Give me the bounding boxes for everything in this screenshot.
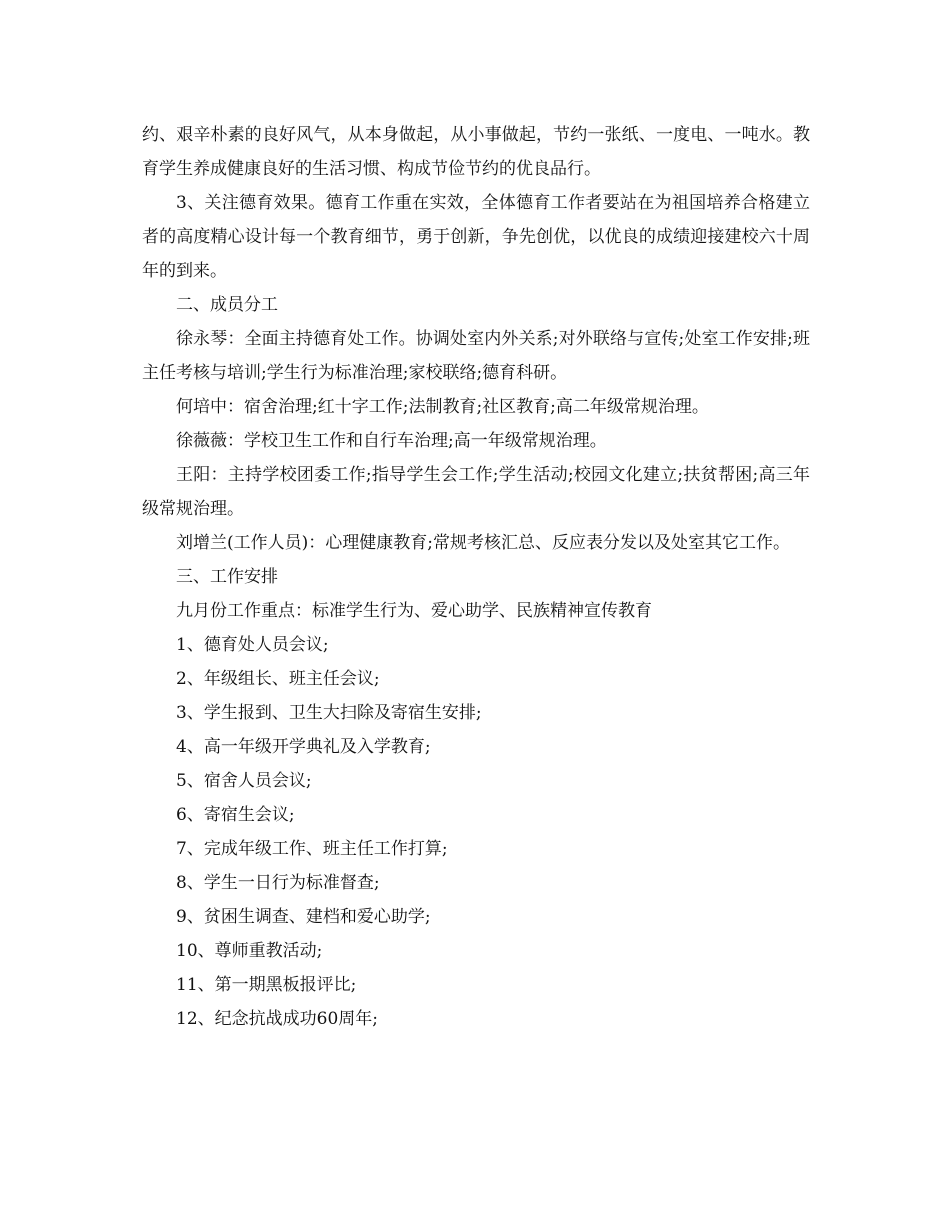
list-item: 7、完成年级工作、班主任工作打算; (176, 839, 448, 859)
section-heading-member-roles: 二、成员分工 (176, 295, 278, 315)
list-item: 5、宿舍人员会议; (176, 771, 312, 791)
role-wang-yang: 王阳：主持学校团委工作;指导学生会工作;学生活动;校园文化建立;扶贫帮困;高三年级常规治理。 (142, 465, 810, 519)
list-item: 11、第一期黑板报评比; (176, 975, 357, 995)
role-xu-weiwei: 徐薇薇：学校卫生工作和自行车治理;高一年级常规治理。 (176, 431, 607, 451)
list-item: 6、寄宿生会议; (176, 805, 295, 825)
list-item: 10、尊师重教活动; (176, 941, 323, 961)
list-item: 9、贫困生调查、建档和爱心助学; (176, 907, 431, 927)
list-item: 4、高一年级开学典礼及入学教育; (176, 737, 431, 757)
paragraph-moral-effect: 3、关注德育效果。德育工作重在实效，全体德育工作者要站在为祖国培养合格建立者的高度精心设计每一个教育细节，勇于创新，争先创优，以优良的成绩迎接建校六十周年的到来。 (142, 193, 810, 281)
list-item: 8、学生一日行为标准督查; (176, 873, 380, 893)
list-item: 2、年级组长、班主任会议; (176, 669, 380, 689)
paragraph-continuation: 约、艰辛朴素的良好风气，从本身做起，从小事做起，节约一张纸、一度电、一吨水。教育学生养成健康良好的生活习惯、构成节俭节约的优良品行。 (142, 125, 810, 179)
role-liu-zenglan: 刘增兰(工作人员)：心理健康教育;常规考核汇总、反应表分发以及处室其它工作。 (176, 533, 790, 553)
section-heading-work-plan: 三、工作安排 (176, 567, 278, 587)
document-body (142, 118, 810, 1036)
role-he-peizhong: 何培中：宿舍治理;红十字工作;法制教育;社区教育;高二年级常规治理。 (176, 397, 709, 417)
role-xu-yongqin: 徐永琴：全面主持德育处工作。协调处室内外关系;对外联络与宣传;处室工作安排;班主任考核与培训;学生行为标准治理;家校联络;德育科研。 (142, 329, 810, 383)
september-focus: 九月份工作重点：标准学生行为、爱心助学、民族精神宣传教育 (176, 601, 652, 621)
list-item: 12、纪念抗战成功60周年; (176, 1009, 378, 1029)
list-item: 1、德育处人员会议; (176, 635, 329, 655)
list-item: 3、学生报到、卫生大扫除及寄宿生安排; (176, 703, 482, 723)
